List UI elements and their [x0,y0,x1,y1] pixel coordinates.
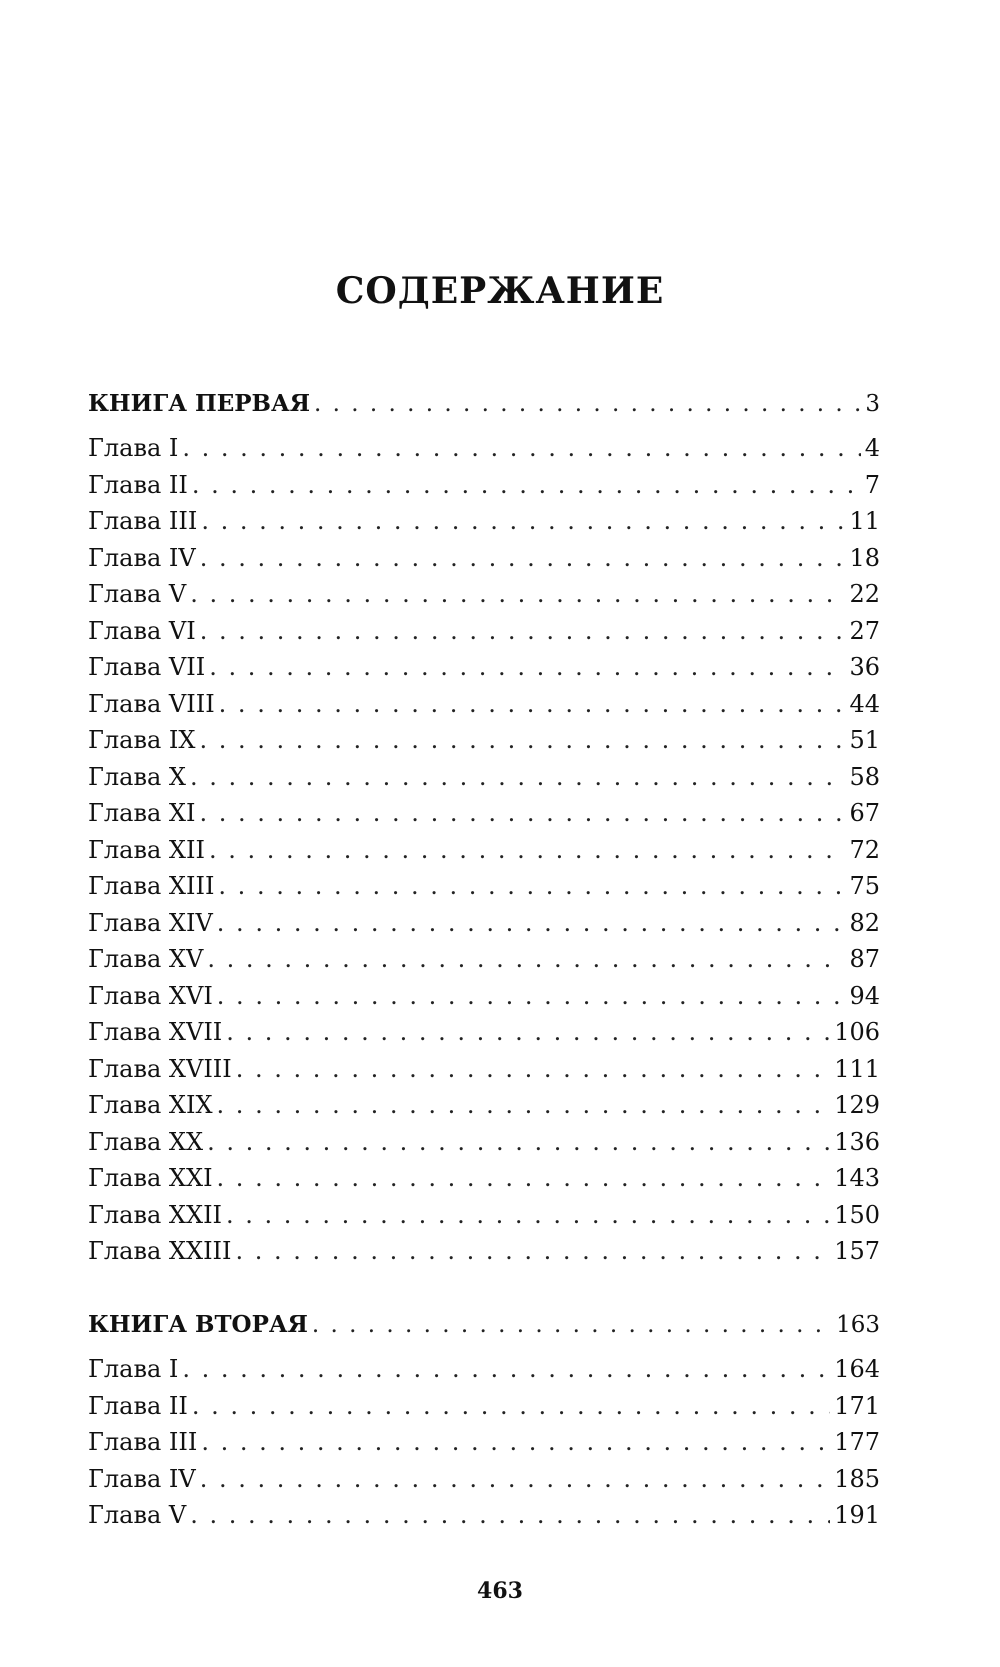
toc-entry [88,759,880,796]
toc-entry-page: 36 [849,653,880,681]
dot-leader [200,613,846,650]
dot-leader [209,832,846,869]
toc-entry-label: Глава III [88,507,198,535]
toc-entry-page: 4 [864,434,880,462]
toc-entry [88,941,880,978]
toc-entry-label: Глава XV [88,945,204,973]
toc-entry-label: Глава VII [88,653,206,681]
toc-entry-book-heading [88,1303,880,1351]
toc-entry-label: Глава VI [88,616,196,645]
dot-leader [218,868,845,905]
dot-leader [209,649,845,686]
toc-entry [88,978,880,1015]
toc-entry [88,868,880,905]
toc-entry-page: 177 [834,1428,880,1456]
toc-entry-page: 67 [849,799,880,827]
toc-entry-label: Глава V [88,1501,187,1529]
toc-entry-label: Глава XIII [88,872,215,900]
toc-entry-label: Глава II [88,470,188,499]
toc-entry-page: 27 [849,616,880,645]
toc-entry-page: 58 [849,762,880,791]
toc-entry [88,1424,880,1461]
toc-entry-label: Глава VIII [88,689,215,718]
toc-entry-page: 94 [849,981,880,1010]
page-title: СОДЕРЖАНИЕ [335,270,665,312]
toc-entry-page: 106 [834,1018,880,1046]
toc-entry-book-heading [88,382,880,430]
toc-entry-page: 136 [834,1127,880,1156]
dot-leader [217,905,846,942]
toc-entry-page: 163 [836,1312,880,1338]
toc-entry [88,1388,880,1425]
dot-leader [207,1124,830,1161]
toc-entry-label: Глава II [88,1391,188,1420]
dot-leader [217,1087,831,1124]
toc-entry-page: 7 [864,470,880,499]
toc-entry-page: 143 [834,1164,880,1192]
toc-entry-page: 51 [849,726,880,754]
toc-entry-page: 44 [849,689,880,718]
toc-entry [88,467,880,504]
dot-leader [217,1160,831,1197]
toc-entry [88,613,880,650]
toc-entry [88,503,880,540]
toc-entry [88,1124,880,1161]
dot-leader [207,941,845,978]
toc-entry-label: Глава IV [88,1464,196,1493]
dot-leader [226,1014,830,1051]
toc-entry-label: Глава X [88,762,186,791]
toc-entry-label: Глава I [88,434,179,462]
toc-entry [88,540,880,577]
toc-entry [88,1014,880,1051]
toc-entry [88,722,880,759]
toc-entry-page: 82 [849,908,880,937]
dot-leader [201,503,845,540]
dot-leader [199,795,845,832]
toc-entry [88,1461,880,1498]
dot-leader [192,1388,830,1425]
toc-entry [88,1087,880,1124]
toc-entry-page: 171 [834,1391,880,1420]
toc-entry-label: Глава IV [88,543,196,572]
dot-leader [219,686,846,723]
toc-entry-page: 164 [834,1355,880,1383]
toc-entry-page: 129 [834,1091,880,1119]
toc-entry [88,1051,880,1088]
toc-entry-page: 18 [849,543,880,572]
dot-leader [200,540,846,577]
toc-entry-label: Глава V [88,580,187,608]
toc-entry-label: Глава I [88,1355,179,1383]
toc-entry-page: 87 [849,945,880,973]
toc-entry-page: 72 [849,835,880,864]
dot-leader [190,759,845,796]
toc-entry-page: 3 [865,391,880,417]
toc-entry-page: 22 [849,580,880,608]
toc-entry-page: 11 [849,507,880,535]
toc-entry-label: КНИГА ПЕРВАЯ [88,390,311,417]
toc-entry [88,905,880,942]
toc-entry [88,795,880,832]
toc-entry [88,649,880,686]
dot-leader [226,1197,830,1234]
toc-entry-label: Глава XVII [88,1018,223,1046]
dot-leader [182,430,860,467]
toc-entry [88,1233,880,1270]
toc-entry [88,686,880,723]
toc-entry-page: 75 [849,872,880,900]
toc-entry-label: Глава XVI [88,981,213,1010]
dot-leader [312,1303,832,1347]
toc-entry [88,832,880,869]
toc-entry-page: 157 [834,1237,880,1265]
toc-entry-label: Глава XII [88,835,205,864]
toc-entry [88,430,880,467]
toc-section-book-1 [88,382,880,1270]
toc-entry-label: Глава XVIII [88,1054,232,1083]
toc-entry [88,1160,880,1197]
toc-entry-page: 191 [834,1501,880,1529]
dot-leader [236,1233,831,1270]
toc-entry-label: Глава XIV [88,908,213,937]
toc-entry [88,576,880,613]
toc-entry-label: Глава XXI [88,1164,213,1192]
toc-entry-label: КНИГА ВТОРАЯ [88,1311,308,1338]
dot-leader [192,467,861,504]
toc-entry-page: 111 [834,1054,880,1083]
toc-entry [88,1351,880,1388]
dot-leader [236,1051,830,1088]
dot-leader [199,722,845,759]
toc-entry-label: Глава XXIII [88,1237,232,1265]
toc-entry-label: Глава XX [88,1127,204,1156]
toc-entry-label: Глава IX [88,726,196,754]
toc-entry-page: 150 [834,1200,880,1229]
toc-entry-page: 185 [834,1464,880,1493]
toc-entry-label: Глава III [88,1428,198,1456]
toc-entry [88,1197,880,1234]
toc-section-book-2 [88,1303,880,1534]
dot-leader [217,978,846,1015]
toc-entry [88,1497,880,1534]
dot-leader [200,1461,830,1498]
dot-leader [201,1424,830,1461]
dot-leader [314,382,861,426]
toc-entry-label: Глава XI [88,799,196,827]
dot-leader [190,576,845,613]
dot-leader [190,1497,830,1534]
page-number: 463 [477,1578,523,1604]
dot-leader [182,1351,830,1388]
toc-entry-label: Глава XIX [88,1091,213,1119]
toc-entry-label: Глава XXII [88,1200,223,1229]
